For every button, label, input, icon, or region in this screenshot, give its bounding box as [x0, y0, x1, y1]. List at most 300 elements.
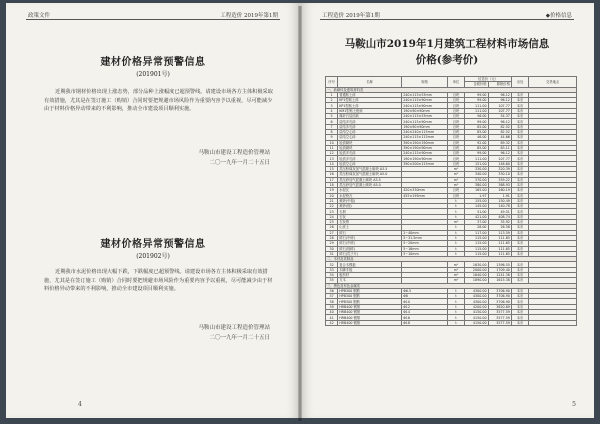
table-cell: 本市: [511, 182, 528, 187]
table-cell: 3577.59: [488, 320, 511, 325]
table-cell: m³: [447, 182, 464, 187]
table-cell: 14: [326, 161, 338, 166]
table-cell: 1241.38: [488, 272, 511, 277]
table-cell: 本市: [511, 129, 528, 134]
table-cell: 18: [326, 182, 338, 187]
table-cell: 99.00: [465, 92, 488, 97]
price-table: [325, 76, 577, 326]
table-cell: 368.93: [488, 182, 511, 187]
table-cell: 本市: [511, 156, 528, 161]
table-cell: 46.00: [465, 135, 488, 140]
table-cell: 水泥瓦: [338, 188, 402, 193]
table-cell: t: [447, 209, 464, 214]
table-cell: 黄砂(细): [338, 204, 402, 209]
table-cell: 轻质多孔砖: [338, 151, 402, 156]
table-cell: 31: [326, 251, 338, 256]
table-cell: 34: [326, 272, 338, 277]
table-cell: 56.00: [465, 114, 488, 119]
table-cell: 本市: [511, 267, 528, 272]
table-cell: 板枋材: [338, 272, 402, 277]
table-cell: 240×240×115mm: [402, 129, 448, 134]
table-cell: 本市: [511, 198, 528, 203]
table-cell: 本市: [511, 251, 528, 256]
table-cell: 115.00: [465, 246, 488, 251]
table-cell: 本市: [511, 172, 528, 177]
table-cell: 5: [326, 114, 338, 119]
notice2-body: 近期我市水泥价格出现大幅下跌，下跌幅度已超预警线。请建设市场各方主体积极采取有效措施，尤其是在签订施工（购销）合同时要把规避市场风险作为重要内容予以重视，尽可能减少由于材料价格异动带来的不利影响，推动全市建设项目顺利实施。: [44, 269, 273, 293]
table-cell: 普通粘土砖: [338, 92, 402, 97]
table-cell: 烧结多孔砖: [338, 124, 402, 129]
table-cell: 65.00: [465, 145, 488, 150]
table-cell: 3706.90: [488, 299, 511, 304]
table-cell: 本市: [511, 262, 528, 267]
table-cell: 百块: [447, 156, 464, 161]
table-cell: 49.51: [488, 209, 511, 214]
table-cell: 本市: [511, 108, 528, 113]
table-cell: 40: [326, 310, 338, 315]
table-cell: 41: [326, 315, 338, 320]
table-cell: 145.00: [465, 204, 488, 209]
table-cell: 17: [326, 177, 338, 182]
notice2-org: 马鞍山市建设工程造价管理站: [198, 325, 270, 331]
table-cell: 85.00: [465, 129, 488, 134]
table-cell: 3577.59: [488, 315, 511, 320]
table-cell: 3620.69: [488, 304, 511, 309]
table-cell: 蒸压粉煤灰加气混凝土砌块 A3.5: [338, 167, 402, 172]
table-cell: 23: [326, 209, 338, 214]
table-cell: 本市: [511, 235, 528, 240]
table-cell: 百块: [447, 140, 464, 145]
section-label: 一、砖砌体及建筑材料类: [326, 87, 577, 92]
table-cell: 本市: [511, 204, 528, 209]
col-header-name: 名称: [338, 77, 402, 88]
table-cell: 百块: [447, 129, 464, 134]
table-cell: 37.00: [465, 220, 488, 225]
table-cell: 111.00: [465, 156, 488, 161]
col-header-price-group: 信息价（元）: [465, 77, 512, 82]
table-cell: 本市: [511, 241, 528, 246]
right-page-number: 5: [572, 401, 576, 408]
table-cell: 115.00: [465, 235, 488, 240]
table-cell: 15: [326, 167, 338, 172]
table-cell: 420×330mm: [402, 188, 448, 193]
table-cell: 107.77: [488, 103, 511, 108]
table-cell: 1640.00: [465, 272, 488, 277]
table-cell: 7: [326, 124, 338, 129]
table-cell: 1890.00: [465, 278, 488, 283]
table-cell: m³: [447, 172, 464, 177]
table-cell: t: [447, 310, 464, 315]
table-cell: 本市: [511, 103, 528, 108]
notice1-number: (201901号): [136, 71, 170, 78]
table-cell: 本市: [511, 304, 528, 309]
table-cell: 115.00: [465, 241, 488, 246]
table-cell: 碎石: [338, 230, 402, 235]
table-cell: 5~20mm: [402, 241, 448, 246]
table-cell: 百块: [447, 124, 464, 129]
table-cell: 烧结空心砖: [338, 135, 402, 140]
table-cell: 轻质空心砖: [338, 161, 402, 166]
table-cell: 3706.90: [488, 288, 511, 293]
table-cell: 27: [326, 230, 338, 235]
table-cell: 99.00: [465, 151, 488, 156]
table-cell: 石灰: [338, 214, 402, 219]
table-cell: HPB300 钢筋: [338, 288, 402, 293]
price-table-body: [326, 87, 577, 325]
table-cell: 4200.00: [465, 304, 488, 309]
table-cell: 2~40mm: [402, 230, 448, 235]
table-cell: 本市: [511, 124, 528, 129]
table-cell: t: [447, 230, 464, 235]
table-cell: Φ10: [402, 299, 448, 304]
section-label: 二、木材及其制品: [326, 257, 577, 262]
right-header-section-label: 价格信息: [549, 13, 572, 19]
table-cell: m³: [447, 167, 464, 172]
right-header-section: [546, 11, 572, 19]
table-cell: 38: [326, 299, 338, 304]
table-cell: 111.65: [488, 246, 511, 251]
table-cell: 山皮土: [338, 225, 402, 230]
table-cell: 85.00: [465, 124, 488, 129]
table-cell: 99.00: [465, 119, 488, 124]
table-cell: 36: [326, 288, 338, 293]
table-cell: 390×200×115mm: [402, 161, 448, 166]
table-cell: 4300.00: [465, 288, 488, 293]
table-cell: HPB300 钢筋: [338, 299, 402, 304]
table-cell: HRB400 钢筋: [338, 310, 402, 315]
left-page-number: 4: [78, 401, 82, 408]
table-cell: 4150.00: [465, 310, 488, 315]
table-cell: 165.00: [465, 188, 488, 193]
left-header-section: 政策文件: [28, 13, 51, 19]
table-cell: 4150.00: [465, 315, 488, 320]
table-cell: 9: [326, 135, 338, 140]
table-cell: t: [447, 204, 464, 209]
table-cell: 111.65: [488, 235, 511, 240]
table-cell: 本市: [511, 288, 528, 293]
table-cell: [529, 320, 577, 325]
table-cell: 26.58: [488, 225, 511, 230]
table-cell: 111.00: [465, 108, 488, 113]
table-cell: 1709.40: [488, 267, 511, 272]
col-header-spec: 规格: [402, 77, 448, 88]
table-cell: 4300.00: [465, 299, 488, 304]
table-cell: Φ8: [402, 294, 448, 299]
table-cell: 107.77: [488, 108, 511, 113]
table-cell: 19: [326, 188, 338, 193]
col-header-unit: 单位: [447, 77, 464, 88]
table-cell: 25: [326, 220, 338, 225]
table-cell: 39: [326, 304, 338, 309]
table-cell: 木脚手板: [338, 267, 402, 272]
table-cell: 340.00: [465, 172, 488, 177]
table-cell: 煤矸石烧结砖: [338, 114, 402, 119]
table-cell: 本市: [511, 230, 528, 235]
col-header-tax-incl: 含税价格: [465, 82, 488, 87]
table-cell: 8: [326, 129, 338, 134]
table-cell: KP1型粘土砖: [338, 103, 402, 108]
price-table-header-row: [326, 77, 577, 82]
table-cell: 1396.55: [488, 262, 511, 267]
table-cell: 330.10: [488, 172, 511, 177]
table-cell: 4150.00: [465, 320, 488, 325]
table-cell: t: [447, 320, 464, 325]
table-cell: 240×115×90mm: [402, 151, 448, 156]
table-cell: 113.59: [488, 230, 511, 235]
table-cell: 146.60: [488, 161, 511, 166]
table-cell: 380.00: [465, 182, 488, 187]
table-cell: 140.78: [488, 204, 511, 209]
table-cell: 百块: [447, 135, 464, 140]
table-cell: 99.00: [465, 98, 488, 103]
table-cell: 本市: [511, 220, 528, 225]
table-cell: 百块: [447, 114, 464, 119]
right-header-rule: [320, 19, 574, 20]
table-cell: 82.52: [488, 129, 511, 134]
col-header-tax-excl: 除税价格: [488, 82, 511, 87]
right-header-issue: 工程造价 2019年第1期: [322, 13, 380, 19]
table-cell: t: [447, 225, 464, 230]
table-cell: 240×115×53mm: [402, 114, 448, 119]
table-cell: 115.00: [465, 251, 488, 256]
table-cell: 蒸压砂加气混凝土砌块 A3.5: [338, 177, 402, 182]
table-cell: 轻质多孔砖: [338, 156, 402, 161]
section-label: 三、黑色及有色金属类: [326, 283, 577, 288]
table-cell: 本市: [511, 119, 528, 124]
table-cell: 51.00: [465, 209, 488, 214]
notice1-title: 建材价格异常预警信息: [100, 57, 206, 68]
table-cell: 黄砂(中粗): [338, 198, 402, 203]
col-header-source: 出处: [511, 77, 528, 88]
notice2-signature: [198, 323, 270, 343]
table-cell: 54.37: [488, 114, 511, 119]
table-cell: t: [447, 288, 464, 293]
left-header-rule: [26, 19, 280, 20]
table-cell: 百块: [447, 92, 464, 97]
table-cell: t: [447, 214, 464, 219]
table-cell: 6: [326, 119, 338, 124]
table-cell: t: [447, 198, 464, 203]
table-cell: 20: [326, 193, 338, 198]
notice2-number: (201902号): [136, 253, 170, 260]
table-cell: 96.12: [488, 119, 511, 124]
table-cell: 碎石(瓜子片): [338, 251, 402, 256]
table-cell: t: [447, 299, 464, 304]
table-cell: 33: [326, 267, 338, 272]
table-row: [326, 320, 577, 325]
table-cell: 42: [326, 320, 338, 325]
table-cell: 160.19: [488, 188, 511, 193]
table-cell: 107.77: [488, 156, 511, 161]
table-cell: 96.12: [488, 98, 511, 103]
table-cell: HRB400 钢筋: [338, 315, 402, 320]
table-cell: 烧结多孔砖: [338, 119, 402, 124]
table-cell: 本市: [511, 225, 528, 230]
table-cell: 190×90×90mm: [402, 108, 448, 113]
table-cell: 89.32: [488, 140, 511, 145]
table-cell: 本市: [511, 92, 528, 97]
table-cell: 408.74: [488, 214, 511, 219]
table-cell: 330.00: [465, 167, 488, 172]
table-cell: 11: [326, 145, 338, 150]
notice2-date: 二〇一九年一月二十五日: [209, 335, 270, 341]
table-cell: 320.39: [488, 167, 511, 172]
table-cell: 37: [326, 294, 338, 299]
table-cell: 百块: [447, 98, 464, 103]
table-cell: 百块: [447, 193, 464, 198]
table-cell: 轻质砌块: [338, 140, 402, 145]
table-cell: 烧结空心砖: [338, 129, 402, 134]
table-cell: 3577.59: [488, 310, 511, 315]
table-cell: 3: [326, 103, 338, 108]
table-cell: 240×115×90mm: [402, 98, 448, 103]
table-cell: 190×190×90mm: [402, 156, 448, 161]
table-cell: 1.91: [488, 193, 511, 198]
table-cell: 26: [326, 225, 338, 230]
table-cell: 4: [326, 108, 338, 113]
table-cell: 150.49: [488, 198, 511, 203]
table-cell: 百块: [447, 161, 464, 166]
table-cell: t: [447, 235, 464, 240]
table-cell: 92.00: [465, 140, 488, 145]
binding-gutter: [298, 6, 302, 421]
table-cell: 本市: [511, 114, 528, 119]
table-cell: 本市: [511, 188, 528, 193]
table-cell: 359.22: [488, 177, 511, 182]
table-cell: 本市: [511, 214, 528, 219]
notice1-date: 二〇一九年一月二十五日: [209, 160, 270, 166]
table-cell: 1: [326, 92, 338, 97]
table-cell: 蒸压粉煤灰加气混凝土砌块 A5.0: [338, 172, 402, 177]
table-cell: 111.00: [465, 103, 488, 108]
table-cell: 本市: [511, 310, 528, 315]
table-cell: 117.00: [465, 230, 488, 235]
table-cell: t: [447, 294, 464, 299]
table-cell: 111.65: [488, 241, 511, 246]
table-cell: 本市: [511, 140, 528, 145]
table-cell: 水泥脊瓦: [338, 193, 402, 198]
col-header-delivery: 交货地点: [529, 77, 577, 88]
table-cell: 370.00: [465, 177, 488, 182]
table-cell: 455×195mm: [402, 193, 448, 198]
table-cell: 本市: [511, 167, 528, 172]
table-cell: t: [447, 241, 464, 246]
table-cell: t: [447, 251, 464, 256]
table-cell: 百块: [447, 151, 464, 156]
table-cell: 82.52: [488, 124, 511, 129]
price-title-line1: 马鞍山市2019年1月建筑工程材料市场信息: [344, 38, 550, 50]
table-cell: 24: [326, 214, 338, 219]
table-cell: 28.00: [465, 225, 488, 230]
price-title-line2: 价格(参考价): [415, 54, 479, 66]
table-cell: 421.00: [465, 214, 488, 219]
table-cell: 本市: [511, 161, 528, 166]
table-cell: 240×115×53mm: [402, 92, 448, 97]
table-cell: 本市: [511, 315, 528, 320]
table-cell: 28: [326, 235, 338, 240]
table-cell: 石灰膏: [338, 220, 402, 225]
table-cell: 碎石(细碎): [338, 246, 402, 251]
table-cell: Φ14: [402, 310, 448, 315]
table-cell: m³: [447, 267, 464, 272]
table-cell: 方木: [338, 278, 402, 283]
table-cell: 本市: [511, 294, 528, 299]
table-cell: KM1型粘土配砖: [338, 108, 402, 113]
table-cell: 4300.00: [465, 294, 488, 299]
table-cell: 3706.90: [488, 294, 511, 299]
table-cell: 96.12: [488, 151, 511, 156]
table-cell: 240×115×90mm: [402, 119, 448, 124]
table-cell: 复合木模板: [338, 262, 402, 267]
table-cell: 碎石(中碎): [338, 241, 402, 246]
magazine-spread: [6, 3, 594, 418]
table-cell: 63.11: [488, 145, 511, 150]
table-cell: 百块: [447, 119, 464, 124]
table-cell: 百块: [447, 188, 464, 193]
table-cell: 本市: [511, 209, 528, 214]
table-cell: Φ6.5: [402, 288, 448, 293]
table-cell: 本市: [511, 193, 528, 198]
table-cell: KP1型粘土砖: [338, 98, 402, 103]
table-cell: 29: [326, 241, 338, 246]
table-cell: 2000.00: [465, 267, 488, 272]
table-cell: 96.12: [488, 92, 511, 97]
table-cell: 16: [326, 172, 338, 177]
table-cell: t: [447, 304, 464, 309]
table-cell: HPB300 钢筋: [338, 294, 402, 299]
table-cell: 本市: [511, 135, 528, 140]
table-cell: 390×190×190mm: [402, 140, 448, 145]
table-cell: 1615.38: [488, 278, 511, 283]
table-cell: Φ16: [402, 315, 448, 320]
table-cell: 12: [326, 151, 338, 156]
table-cell: 151.00: [465, 161, 488, 166]
table-cell: t: [447, 315, 464, 320]
table-cell: m³: [447, 272, 464, 277]
table-cell: 轻质砌块: [338, 145, 402, 150]
table-cell: m²: [447, 262, 464, 267]
table-cell: 本市: [511, 320, 528, 325]
table-cell: 5~16mm: [402, 246, 448, 251]
table-cell: m³: [447, 220, 464, 225]
table-cell: 111.65: [488, 251, 511, 256]
table-cell: 13: [326, 156, 338, 161]
table-cell: Φ18: [402, 320, 448, 325]
table-cell: 190×90×90mm: [402, 124, 448, 129]
table-cell: 石屑: [338, 209, 402, 214]
table-cell: 240×115×115mm: [402, 135, 448, 140]
table-cell: m³: [447, 177, 464, 182]
table-cell: 本市: [511, 145, 528, 150]
notice1-body: 近期我市钢材价格出现上涨态势，部分品种上涨幅度已超预警线。请建设市场各方主体积极采取有效措施，尤其是在签订施工（购销）合同时要把规避市场风险作为重要内容予以重视，尽可能减少由于材料价格异动带来的不利影响，推动全市建设项目顺利实施。: [44, 89, 273, 113]
table-cell: m³: [447, 278, 464, 283]
table-cell: HRB400 钢筋: [338, 304, 402, 309]
table-cell: 32: [326, 262, 338, 267]
table-cell: 碎石(中碎): [338, 235, 402, 240]
table-cell: 240×115×90mm: [402, 103, 448, 108]
table-cell: 390×190×90mm: [402, 145, 448, 150]
table-cell: 百块: [447, 103, 464, 108]
table-cell: 百块: [447, 145, 464, 150]
table-cell: 本市: [511, 272, 528, 277]
left-header-issue: 工程造价 2019年第1期: [220, 13, 278, 19]
table-cell: t: [447, 246, 464, 251]
table-cell: 2: [326, 98, 338, 103]
right-page: [300, 3, 594, 418]
col-header-no: 序号: [326, 77, 338, 88]
info-diamond-icon: ◆: [545, 13, 550, 19]
notice2-title: 建材价格异常预警信息: [100, 239, 206, 250]
